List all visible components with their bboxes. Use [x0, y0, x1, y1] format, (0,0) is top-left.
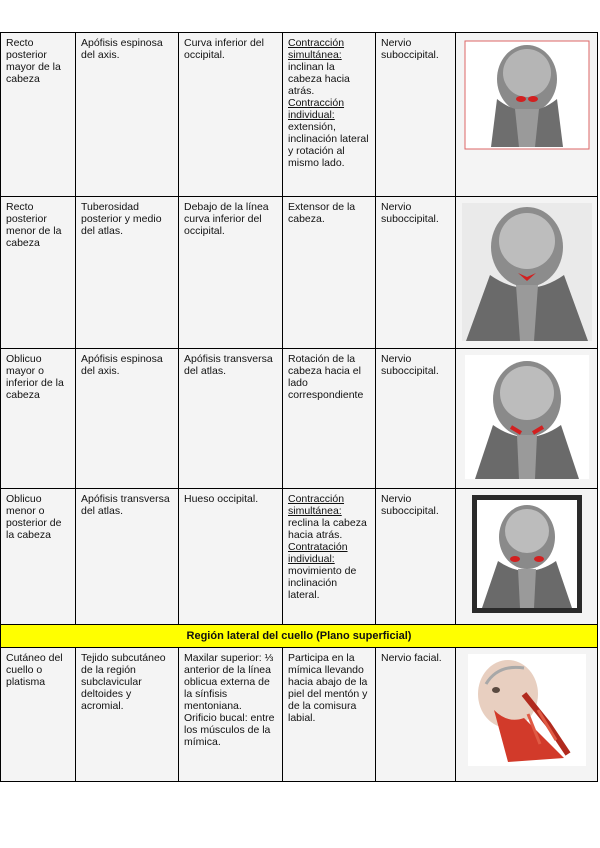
nerve: Nervio suboccipital.: [376, 489, 456, 625]
table-row: [1, 349, 598, 489]
muscle-name: Oblicuo menor o posterior de la cabeza: [1, 489, 76, 625]
figure-cell: [456, 349, 598, 489]
table-row: [1, 33, 598, 197]
origin: Tuberosidad posterior y medio del atlas.: [76, 197, 179, 349]
figure-cell: [456, 197, 598, 349]
muscle-name: Recto posterior menor de la cabeza: [1, 197, 76, 349]
head-posterior-rectus-minor-figure: [462, 203, 592, 341]
origin: Apófisis transversa del atlas.: [76, 489, 179, 625]
head-posterior-rectus-major-figure: [463, 39, 591, 151]
action-text: extensión, inclinación lateral y rotación al mismo lado.: [288, 121, 369, 169]
insertion: Apófisis transversa del atlas.: [179, 349, 283, 489]
table-row: [1, 489, 598, 625]
table-row: [1, 648, 598, 782]
section-header-row: [1, 625, 598, 648]
action-text: inclinan la cabeza hacia atrás.: [288, 61, 350, 97]
figure-cell: [456, 33, 598, 197]
action-heading: Contratación individual:: [288, 541, 348, 565]
table-row: [1, 197, 598, 349]
action: [283, 489, 376, 625]
muscle-table: [0, 32, 598, 782]
figure-cell: [456, 648, 598, 782]
action-text: Extensor de la cabeza.: [288, 201, 356, 225]
head-oblique-superior-figure: [472, 495, 582, 613]
action: [283, 349, 376, 489]
insertion: Debajo de la línea curva inferior del occipital.: [179, 197, 283, 349]
insertion: Maxilar superior: ⅓ anterior de la línea oblicua externa de la sínfisis mentoniana. Orificio bucal: entre los músculos de la mímica.: [179, 648, 283, 782]
nerve: Nervio suboccipital.: [376, 349, 456, 489]
insertion: Curva inferior del occipital.: [179, 33, 283, 197]
muscle-name: Recto posterior mayor de la cabeza: [1, 33, 76, 197]
muscle-name: Cutáneo del cuello o platisma: [1, 648, 76, 782]
action: [283, 197, 376, 349]
muscle-name: Oblicuo mayor o inferior de la cabeza: [1, 349, 76, 489]
origin: Apófisis espinosa del axis.: [76, 33, 179, 197]
action-heading: Contracción simultánea:: [288, 493, 345, 517]
insertion: Hueso occipital.: [179, 489, 283, 625]
nerve: Nervio facial.: [376, 648, 456, 782]
head-oblique-inferior-figure: [465, 355, 589, 479]
origin: Apófisis espinosa del axis.: [76, 349, 179, 489]
action: [283, 33, 376, 197]
action-text: reclina la cabeza hacia atrás.: [288, 517, 367, 541]
figure-cell: [456, 489, 598, 625]
action-text: movimiento de inclinación lateral.: [288, 565, 357, 601]
action-heading: Contracción individual:: [288, 97, 345, 121]
action: [283, 648, 376, 782]
action-text: Participa en la mímica llevando hacia abajo de la piel del mentón y de la comisura labial.: [288, 652, 368, 724]
origin: Tejido subcutáneo de la región subclavicular deltoides y acromial.: [76, 648, 179, 782]
action-heading: Contracción simultánea:: [288, 37, 345, 61]
nerve: Nervio suboccipital.: [376, 33, 456, 197]
nerve: Nervio suboccipital.: [376, 197, 456, 349]
section-title: Región lateral del cuello (Plano superficial): [1, 625, 598, 648]
action-text: Rotación de la cabeza hacia el lado correspondiente: [288, 353, 364, 401]
platysma-lateral-neck-figure: [468, 654, 586, 766]
